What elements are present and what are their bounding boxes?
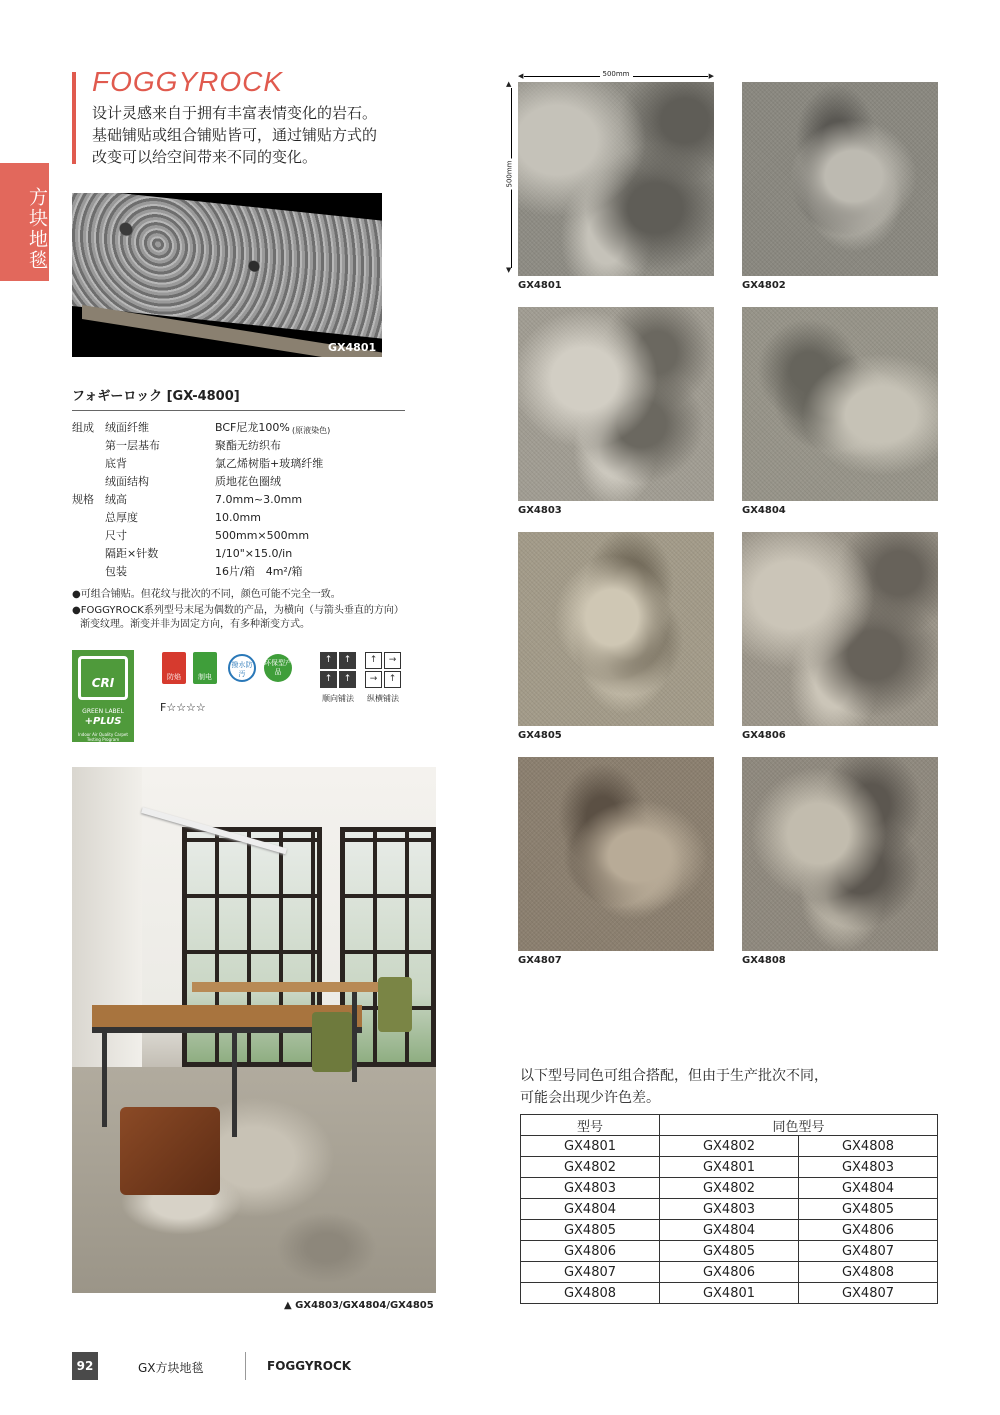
- tile-label: GX4802: [742, 280, 786, 291]
- spec-value: 7.0mm~3.0mm: [215, 493, 303, 506]
- spec-name: 绒面结构: [105, 475, 149, 488]
- spec-value: 聚酯无纺织布: [215, 439, 281, 452]
- table-cell: GX4804: [521, 1199, 660, 1220]
- spec-value: BCF尼龙100%: [215, 421, 290, 434]
- combo-table: [520, 1114, 938, 1304]
- table-cell: GX4802: [521, 1157, 660, 1178]
- table-row: [521, 1241, 938, 1262]
- room-caption: ▲ GX4803/GX4804/GX4805: [284, 1300, 434, 1311]
- tile-label: GX4805: [518, 730, 562, 741]
- spec-value: 1/10"×15.0/in: [215, 547, 293, 560]
- spec-value: 氯乙烯树脂+玻璃纤维: [215, 457, 324, 470]
- table-row: [521, 1283, 938, 1304]
- tile-label: GX4806: [742, 730, 786, 741]
- spec-name: 第一层基布: [105, 439, 160, 452]
- spec-value-note: (原液染色): [292, 426, 331, 435]
- spec-name: 底背: [105, 457, 127, 470]
- table-row: [521, 1262, 938, 1283]
- description: [92, 102, 422, 168]
- f-rating: F☆☆☆☆: [160, 701, 206, 714]
- table-cell: GX4807: [799, 1283, 938, 1304]
- spec-name: 绒面纤维: [105, 421, 149, 434]
- footer-series: FOGGYROCK: [267, 1359, 352, 1373]
- hero-carpet-image: [72, 193, 382, 357]
- spec-name: 总厚度: [105, 511, 138, 524]
- table-cell: GX4803: [799, 1157, 938, 1178]
- table-row: [521, 1220, 938, 1241]
- footer-divider: [245, 1352, 246, 1380]
- table-cell: GX4802: [660, 1178, 799, 1199]
- carpet-tile-gx4807: [518, 757, 714, 951]
- layout-caption: 顺向铺法: [322, 694, 354, 703]
- table-cell: GX4805: [799, 1199, 938, 1220]
- table-cell: GX4801: [521, 1136, 660, 1157]
- layout-caption: 纵横铺法: [367, 694, 399, 703]
- carpet-tile-gx4801: [518, 82, 714, 276]
- spec-name: 包装: [105, 565, 127, 578]
- combo-header-same-color: 同色型号: [660, 1115, 938, 1136]
- spec-name: 尺寸: [105, 529, 127, 542]
- table-cell: GX4806: [660, 1262, 799, 1283]
- table-cell: GX4803: [521, 1178, 660, 1199]
- spec-value: 500mm×500mm: [215, 529, 310, 542]
- water-repellent-badge: 撥水防汚: [228, 654, 256, 682]
- spec-name: 隔距×针数: [105, 547, 159, 560]
- table-row: [521, 1136, 938, 1157]
- page-title: FOGGYROCK: [92, 66, 284, 97]
- tile-label: GX4803: [518, 505, 562, 516]
- cri-green-label-logo: CRI GREEN LABEL +PLUS Indoor Air Quality Carpet Testing Program: [72, 650, 134, 742]
- tile-label: GX4807: [518, 955, 562, 966]
- carpet-tile-gx4804: [742, 307, 938, 501]
- height-dimension: ▲ ▼ 500mm: [505, 80, 514, 274]
- table-cell: GX4801: [660, 1157, 799, 1178]
- spec-value: 16片/箱 4m²/箱: [215, 565, 303, 578]
- table-cell: GX4806: [521, 1241, 660, 1262]
- combo-description: 以下型号同色可组合搭配，但由于生产批次不同， 可能会出现少许色差。: [520, 1068, 828, 1106]
- footer-section: GX方块地毯: [138, 1361, 204, 1375]
- carpet-tile-gx4805: [518, 532, 714, 726]
- table-cell: GX4805: [521, 1220, 660, 1241]
- carpet-tile-gx4802: [742, 82, 938, 276]
- table-cell: GX4805: [660, 1241, 799, 1262]
- table-cell: GX4801: [660, 1283, 799, 1304]
- spec-divider: [72, 410, 405, 411]
- width-dimension: ◀ ▶ 500mm: [518, 70, 714, 80]
- table-cell: GX4808: [521, 1283, 660, 1304]
- table-cell: GX4807: [799, 1241, 938, 1262]
- table-cell: GX4806: [799, 1220, 938, 1241]
- spec-title: フォギーロック [GX-4800]: [72, 389, 240, 404]
- table-cell: GX4803: [660, 1199, 799, 1220]
- room-photo: [72, 767, 436, 1293]
- page-number: 92: [72, 1352, 98, 1380]
- side-tab: 方块地毯: [0, 163, 49, 281]
- spec-note: ●可组合铺贴。但花纹与批次的不同，颜色可能不完全一致。: [72, 589, 341, 600]
- spec-name: 绒高: [105, 493, 127, 506]
- description-line: 基础铺贴或组合铺贴皆可，通过铺贴方式的: [92, 126, 378, 144]
- description-line: 设计灵感来自于拥有丰富表情变化的岩石。: [92, 104, 378, 122]
- combo-header-model: 型号: [521, 1115, 660, 1136]
- spec-group: 组成: [72, 421, 94, 434]
- carpet-tile-gx4803: [518, 307, 714, 501]
- spec-group: 规格: [72, 493, 94, 506]
- description-line: 改变可以给空间带来不同的变化。: [92, 148, 318, 166]
- monolithic-layout-icon: ↑ ↑ ↑ ↑: [320, 652, 356, 688]
- spec-value: 10.0mm: [215, 511, 261, 524]
- spec-note: 渐变纹理。渐变并非为固定方向，有多种渐变方式。: [80, 619, 310, 630]
- quarter-turn-layout-icon: ↑ → → ↑: [365, 652, 401, 688]
- flame-retardant-badge: 防焰: [162, 652, 186, 684]
- table-cell: GX4807: [521, 1262, 660, 1283]
- hero-label: GX4801: [328, 341, 377, 354]
- carpet-tile-gx4808: [742, 757, 938, 951]
- spec-note: ●FOGGYROCK系列型号末尾为偶数的产品，为横向（与箭头垂直的方向）: [72, 605, 404, 616]
- tile-label: GX4804: [742, 505, 786, 516]
- tile-label: GX4808: [742, 955, 786, 966]
- table-row: [521, 1199, 938, 1220]
- table-cell: GX4804: [660, 1220, 799, 1241]
- antistatic-badge: 制电: [193, 652, 217, 684]
- title-accent-bar: [72, 72, 76, 164]
- table-cell: GX4808: [799, 1136, 938, 1157]
- table-cell: GX4804: [799, 1178, 938, 1199]
- carpet-tile-gx4806: [742, 532, 938, 726]
- eco-product-badge: 环保型产品: [264, 654, 292, 682]
- spec-value: 质地花色圈绒: [215, 475, 281, 488]
- table-cell: GX4808: [799, 1262, 938, 1283]
- tile-label: GX4801: [518, 280, 562, 291]
- table-row: [521, 1157, 938, 1178]
- table-row: [521, 1178, 938, 1199]
- table-cell: GX4802: [660, 1136, 799, 1157]
